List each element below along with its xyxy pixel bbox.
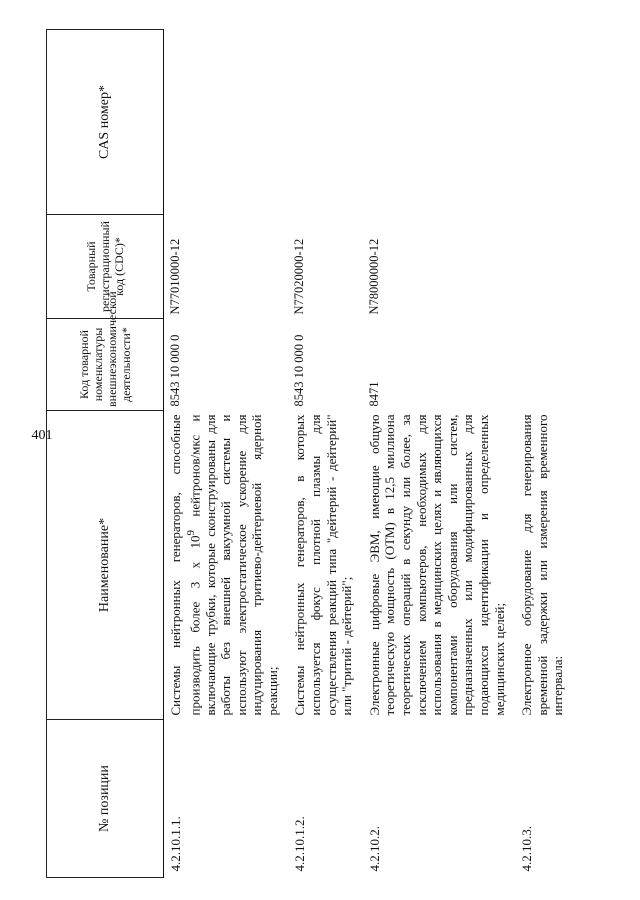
position-cell: 4.2.10.2.	[366, 826, 382, 872]
name-cell: Электронное оборудование для генерирования временной задержки или измерения временного интервала:	[519, 414, 566, 716]
tnved-cell: 8543 10 000 0	[292, 334, 307, 407]
name-cell: Системы нейтронных генераторов, в которых используется фокус плотной плазмы для осуществления реакций типа "дейтерий - дейтерий" или "тритий - дейтерий";	[292, 414, 355, 716]
cdc-cell: N78000000-12	[366, 238, 381, 315]
header-cdc-code: Товарный регистрационный код (CDC)*	[47, 215, 164, 319]
table-row	[515, 30, 574, 878]
position-cell: 4.2.10.1.2.	[292, 816, 308, 872]
cas-cell	[363, 30, 515, 215]
page-number: 401	[31, 428, 53, 443]
tnved-cell: 8543 10 000 0	[168, 334, 182, 407]
cas-cell	[515, 30, 574, 215]
position-cell: 4.2.10.1.1.	[168, 816, 183, 872]
table-row	[288, 30, 362, 878]
cdc-cell: N77010000-12	[168, 238, 182, 315]
header-cas-no: CAS номер*	[47, 30, 164, 215]
tnved-cell: 8471	[366, 381, 381, 407]
exponent: 9	[184, 530, 197, 536]
nomenclature-table	[46, 29, 574, 878]
cas-cell	[164, 30, 289, 215]
cdc-cell	[515, 215, 574, 319]
table-row	[164, 30, 289, 878]
header-tnved-code: Код товарной номенклатуры внешнеэкономической деятельности*	[47, 319, 164, 411]
header-position-no: № позиции	[47, 720, 164, 878]
cas-cell	[288, 30, 362, 215]
header-name: Наименование*	[47, 411, 164, 720]
name-cell	[164, 411, 289, 720]
name-text-part: Системы нейтронных генераторов, способные производить более 3 х 10	[168, 414, 202, 716]
name-text-part: нейтронов/мкс и включающие трубки, которые сконструированы для работы без внешней вакуумной системы и используют электростатическое ускорение для индуцирования тритиево-дейтериевой ядерной реакции;	[186, 414, 280, 716]
table-row	[363, 30, 515, 878]
cdc-cell: N77020000-12	[292, 238, 307, 315]
position-cell: 4.2.10.3.	[519, 826, 535, 872]
name-cell: Электронные цифровые ЭВМ, имеющие общую теоретическую мощность (ОТМ) в 12,5 миллиона теоретических операций в секунду или более, за исключением компьютеров, необходимых для использования в медицинских целях и являющихся компонентами оборудования или систем, предназначенных или модифицированных для подающихся идентификации и определенных медицинских целей;	[366, 414, 507, 716]
table-header-row	[47, 30, 164, 878]
rotated-table-container	[46, 30, 612, 878]
tnved-cell	[515, 319, 574, 411]
